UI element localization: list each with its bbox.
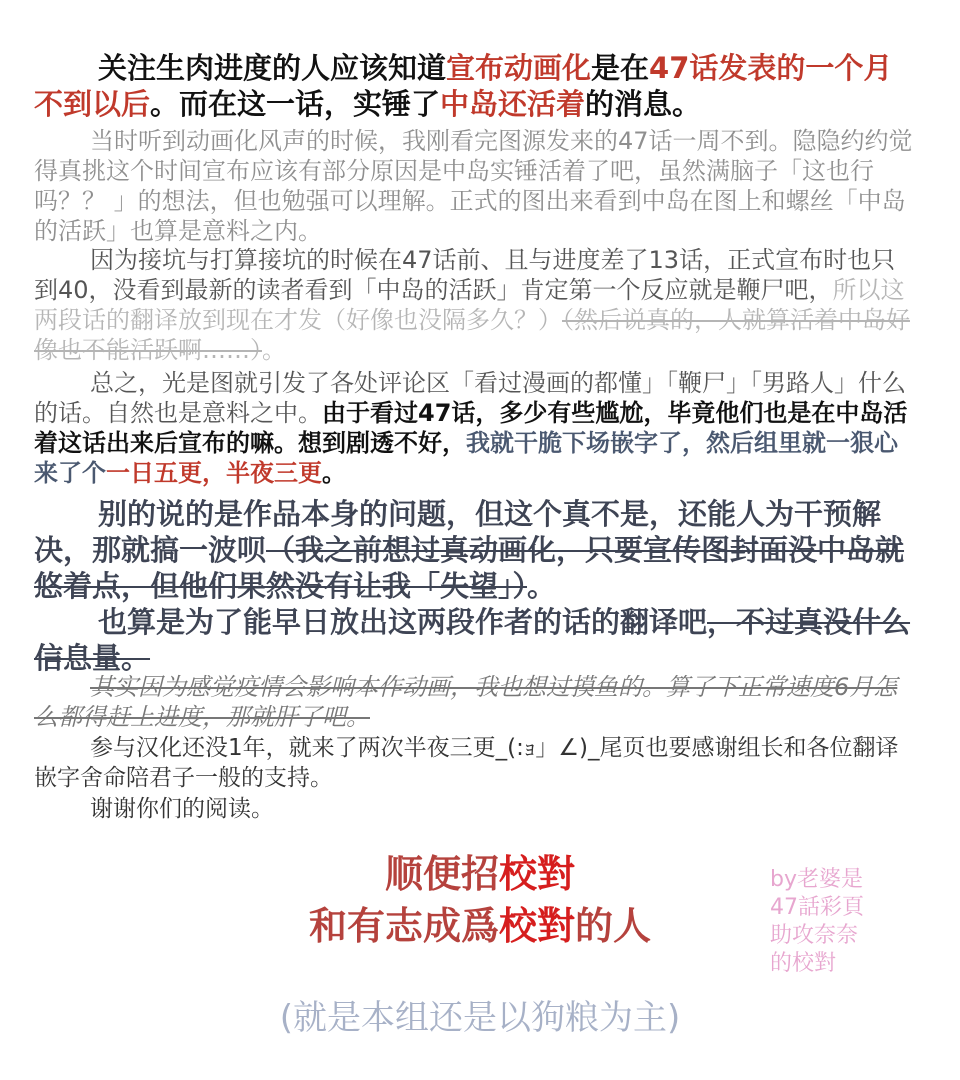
paragraph-4-typeset: 我就干脆下场嵌字了，然后组里就一狠心来了个	[34, 429, 898, 487]
paragraph-5-struck: （我之前想过真动画化，只要宣传图封面没中岛就悠着点，但他们果然没有让我「失望」）	[34, 533, 905, 603]
recruit-line-1	[240, 848, 720, 900]
paragraph-4-bold: 由于看过47话，多少有些尴尬，毕竟他们也是在中岛活着这话出来后宣布的嘛。想到剧透不好，	[34, 399, 908, 457]
paragraph-5-end: 。	[527, 569, 557, 603]
recruit-line-1-a: 顺便招	[384, 852, 499, 896]
intro-highlight-nakajima: 中岛还活着	[440, 87, 586, 121]
credit-line: 助攻奈奈	[770, 923, 859, 948]
intro-highlight-announce: 宣布动画化	[446, 51, 592, 85]
paragraph-7-struck: 其实因为感觉疫情会影响本作动画，我也想过摸鱼的。算了下正常速度6月怎么都得赶上进度，那就肝了吧。	[34, 673, 898, 731]
handwritten-credit	[770, 866, 920, 978]
paragraph-8	[34, 733, 914, 793]
thanks-text: 谢谢你们的阅读。	[90, 796, 274, 822]
paragraph-6-text-a: 也算是为了能早日放出这两段作者的话的翻译吧	[98, 605, 708, 639]
paragraph-2	[34, 126, 914, 246]
paragraph-6	[34, 604, 914, 676]
paragraph-5	[34, 496, 914, 604]
paragraph-8-text: 参与汉化还没1年，就来了两次半夜三更_(:ｮ」∠)_尾页也要感谢组长和各位翻译嵌字舍命陪君子一般的支持。	[34, 735, 899, 791]
recruit-line-1-highlight: 校對	[499, 852, 576, 896]
intro-text-e: 。而在这一话，实锤了	[150, 87, 441, 121]
paragraph-9	[34, 794, 914, 824]
credit-line: by老婆是	[770, 867, 863, 892]
credit-line: 47話彩頁	[770, 895, 864, 920]
paragraph-2-text: 当时听到动画化风声的时候，我刚看完图源发来的47话一周不到。隐隐约约觉得真挑这个时间宣布应该有部分原因是中岛实锤活着了吧，虽然满脑子「这也行吗？？ 」的想法，但也勉强可以理解。正式的图出来看到中岛在图上和螺丝「中岛的活跃」也算是意料之内。	[34, 127, 913, 245]
recruit-heading	[240, 848, 720, 952]
recruit-line-2-c: 的人	[575, 904, 652, 948]
paragraph-4-end: 。	[322, 459, 346, 487]
intro-text-g: 的消息。	[585, 87, 702, 121]
intro-highlight-chapter: 47话发表的一个月不到以后	[34, 51, 893, 121]
paragraph-3-aside: 所以这两段话的翻译放到现在才发（好像也没隔多久？）	[34, 276, 905, 334]
paragraph-6-struck: ，不过真没什么信息量。	[34, 605, 911, 675]
intro-paragraph	[34, 50, 914, 122]
intro-text-c: 是在	[591, 51, 650, 85]
paragraph-3-text-a: 因为接坑与打算接坑的时候在47话前、且与进度差了13话，正式宣布时也只到40，没看到最新的读者看到「中岛的活跃」肯定第一个反应就是鞭尸吧，	[34, 246, 896, 304]
recruit-line-2	[240, 900, 720, 952]
paragraph-4-highlight: 一日五更，半夜三更	[106, 459, 322, 487]
paragraph-4	[34, 368, 914, 488]
credit-line: 的校對	[770, 951, 837, 976]
paragraph-3	[34, 245, 914, 365]
paragraph-5-text-a: 别的说的是作品本身的问题，但这个真不是，还能人为干预解决，那就搞一波呗	[34, 497, 882, 567]
recruit-line-2-highlight: 校對	[498, 904, 575, 948]
paragraph-3-struck-aside: （然后说真的，人就算活着中岛好像也不能活跃啊……）	[34, 306, 910, 364]
paragraph-7	[34, 672, 914, 732]
footer-note: (就是本组还是以狗粮为主)	[279, 998, 681, 1038]
paragraph-4-text-a: 总之，光是图就引发了各处评论区「看过漫画的都懂」「鞭尸」「男路人」什么的话。自然也是意料之中。	[34, 369, 906, 427]
paragraph-3-end: 。	[262, 336, 286, 364]
intro-text-a: 关注生肉进度的人应该知道	[98, 51, 447, 85]
recruit-line-2-a: 和有志成爲	[308, 904, 499, 948]
